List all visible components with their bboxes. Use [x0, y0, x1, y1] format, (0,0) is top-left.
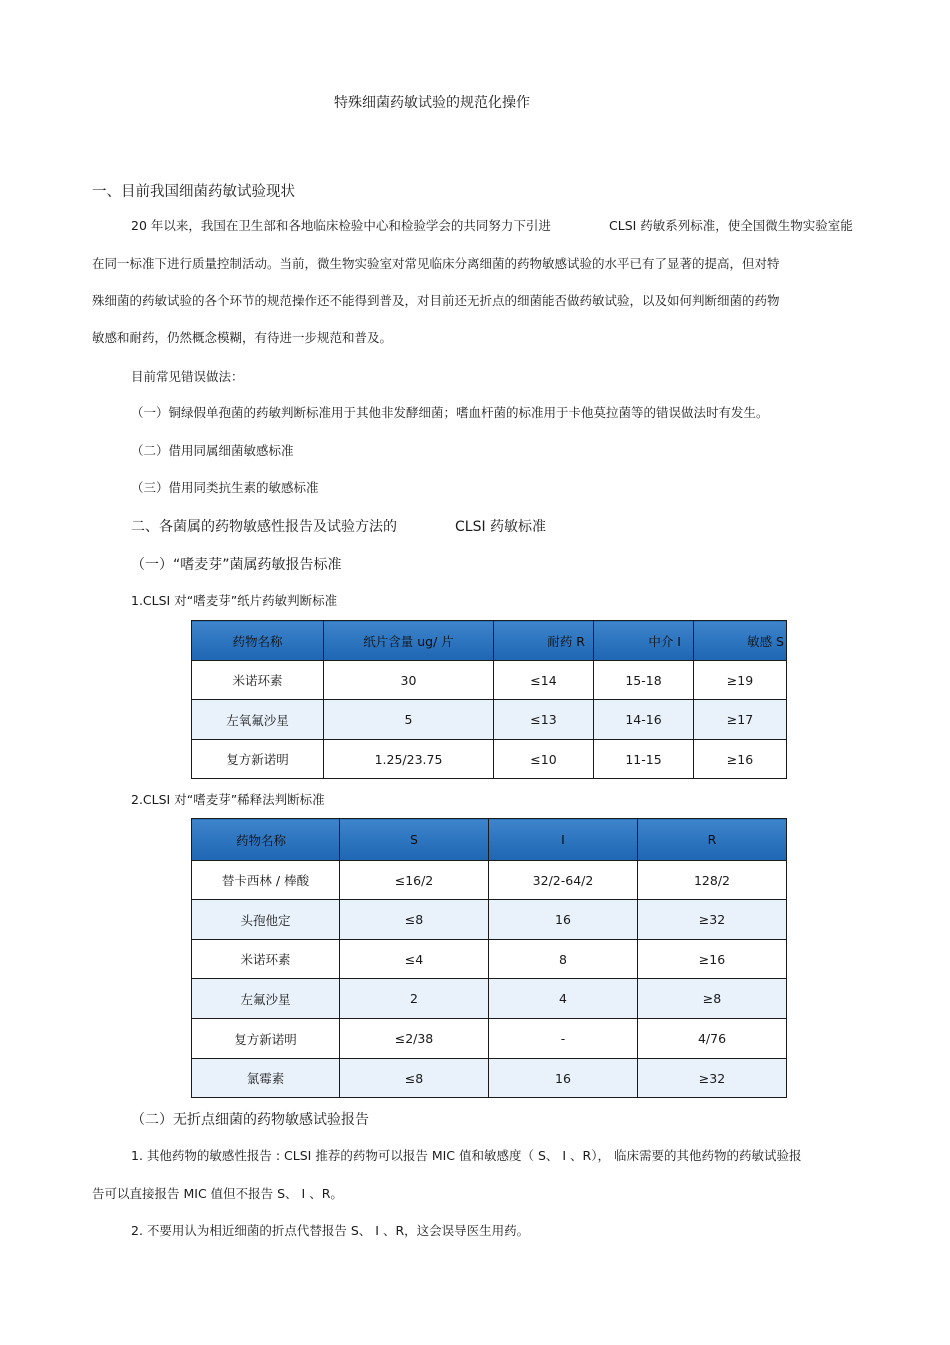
section2-heading: 二、各菌属的药物敏感性报告及试验方法的 — [131, 519, 397, 535]
table-cell: 16 — [489, 900, 638, 940]
report-item-line: 2. 不要用认为相近细菌的折点代替报告 S、 I 、R，这会误导医生用药。 — [131, 1223, 530, 1238]
table-cell: ≤14 — [494, 661, 594, 700]
table-cell: 32/2-64/2 — [489, 861, 638, 900]
table-cell: 米诺环素 — [192, 940, 340, 979]
column-header: 药物名称 — [192, 621, 324, 661]
table-cell: 氯霉素 — [192, 1059, 340, 1098]
error-item: （一）铜绿假单孢菌的药敏判断标准用于其他非发酵细菌；嗜血杆菌的标准用于卡他莫拉菌等的错误做法时有发生。 — [131, 405, 769, 420]
table-cell: 14-16 — [594, 700, 694, 740]
table1-caption: 1.CLSI 对“嗜麦芽”纸片药敏判断标准 — [131, 593, 338, 608]
table-cell: 米诺环素 — [192, 661, 324, 700]
dilution-table — [191, 818, 787, 1098]
table-row — [192, 940, 787, 979]
table-cell: ≥19 — [694, 661, 787, 700]
table-cell: 复方新诺明 — [192, 1019, 340, 1059]
table-cell: ≤8 — [340, 1059, 489, 1098]
table-cell: 1.25/23.75 — [324, 740, 494, 779]
table-cell: ≥16 — [694, 740, 787, 779]
column-header: 敏感 S — [694, 621, 787, 661]
table-cell: 4/76 — [638, 1019, 787, 1059]
table-row — [192, 900, 787, 940]
table-row — [192, 661, 787, 700]
table-cell: ≤8 — [340, 900, 489, 940]
table-row — [192, 740, 787, 779]
table-cell: 11-15 — [594, 740, 694, 779]
table-cell: ≥8 — [638, 979, 787, 1019]
section1-para-line: 殊细菌的药敏试验的各个环节的规范操作还不能得到普及，对目前还无折点的细菌能否做药敏试验，以及如何判断细菌的药物 — [92, 293, 780, 308]
section1-para-line: 20 年以来，我国在卫生部和各地临床检验中心和检验学会的共同努力下引进 — [131, 218, 551, 233]
column-header: 中介 I — [594, 621, 694, 661]
table-cell: ≥32 — [638, 1059, 787, 1098]
table-cell: 左氧氟沙星 — [192, 700, 324, 740]
column-header: I — [489, 819, 638, 861]
subsection-heading: （二）无折点细菌的药物敏感试验报告 — [131, 1112, 369, 1128]
table-cell: ≥32 — [638, 900, 787, 940]
disk-diffusion-table — [191, 620, 787, 779]
column-header: S — [340, 819, 489, 861]
table2-caption: 2.CLSI 对“嗜麦芽”稀释法判断标准 — [131, 792, 325, 807]
section1-para-line: CLSI 药敏系列标准，使全国微生物实验室能 — [609, 218, 853, 233]
table-cell: ≥17 — [694, 700, 787, 740]
subsection-heading: （一）“嗜麦芽”菌属药敏报告标准 — [131, 557, 342, 573]
section1-para-line: 敏感和耐药，仍然概念模糊，有待进一步规范和普及。 — [92, 330, 393, 345]
table-cell: 4 — [489, 979, 638, 1019]
table-cell: ≤2/38 — [340, 1019, 489, 1059]
section2-heading-clsi: CLSI 药敏标准 — [455, 519, 547, 535]
table-row — [192, 979, 787, 1019]
table-header-row — [192, 819, 787, 861]
report-item-line: 1. 其他药物的敏感性报告 : CLSI 推荐的药物可以报告 MIC 值和敏感度（ S、 I 、R）， 临床需要的其他药物的药敏试验报 — [131, 1148, 802, 1163]
table-cell: ≤10 — [494, 740, 594, 779]
section1-heading: 一、目前我国细菌药敏试验现状 — [92, 184, 295, 200]
column-header: 耐药 R — [494, 621, 594, 661]
table-cell: 复方新诺明 — [192, 740, 324, 779]
table-header-row — [192, 621, 787, 661]
table-row — [192, 1059, 787, 1098]
table-cell: 5 — [324, 700, 494, 740]
table-cell: 30 — [324, 661, 494, 700]
table-cell: 头孢他定 — [192, 900, 340, 940]
table-cell: ≤16/2 — [340, 861, 489, 900]
table-cell: 替卡西林 / 棒酸 — [192, 861, 340, 900]
table-cell: ≤13 — [494, 700, 594, 740]
errors-intro: 目前常见错误做法： — [131, 369, 244, 384]
table-cell: ≥16 — [638, 940, 787, 979]
column-header: R — [638, 819, 787, 861]
table-cell: 15-18 — [594, 661, 694, 700]
report-item-line: 告可以直接报告 MIC 值但不报告 S、 I 、R。 — [92, 1186, 343, 1201]
table-cell: ≤4 — [340, 940, 489, 979]
section1-para-line: 在同一标准下进行质量控制活动。当前，微生物实验室对常见临床分离细菌的药物敏感试验的水平已有了显著的提高，但对特 — [92, 256, 780, 271]
table-cell: 128/2 — [638, 861, 787, 900]
table-cell: - — [489, 1019, 638, 1059]
page-title: 特殊细菌药敏试验的规范化操作 — [334, 95, 530, 111]
table-row — [192, 700, 787, 740]
error-item: （三）借用同类抗生素的敏感标准 — [131, 480, 319, 495]
table-row — [192, 861, 787, 900]
column-header: 药物名称 — [192, 819, 340, 861]
error-item: （二）借用同属细菌敏感标准 — [131, 443, 294, 458]
table-cell: 2 — [340, 979, 489, 1019]
table-cell: 左氟沙星 — [192, 979, 340, 1019]
table-cell: 8 — [489, 940, 638, 979]
table-cell: 16 — [489, 1059, 638, 1098]
table-row — [192, 1019, 787, 1059]
column-header: 纸片含量 ug/ 片 — [324, 621, 494, 661]
